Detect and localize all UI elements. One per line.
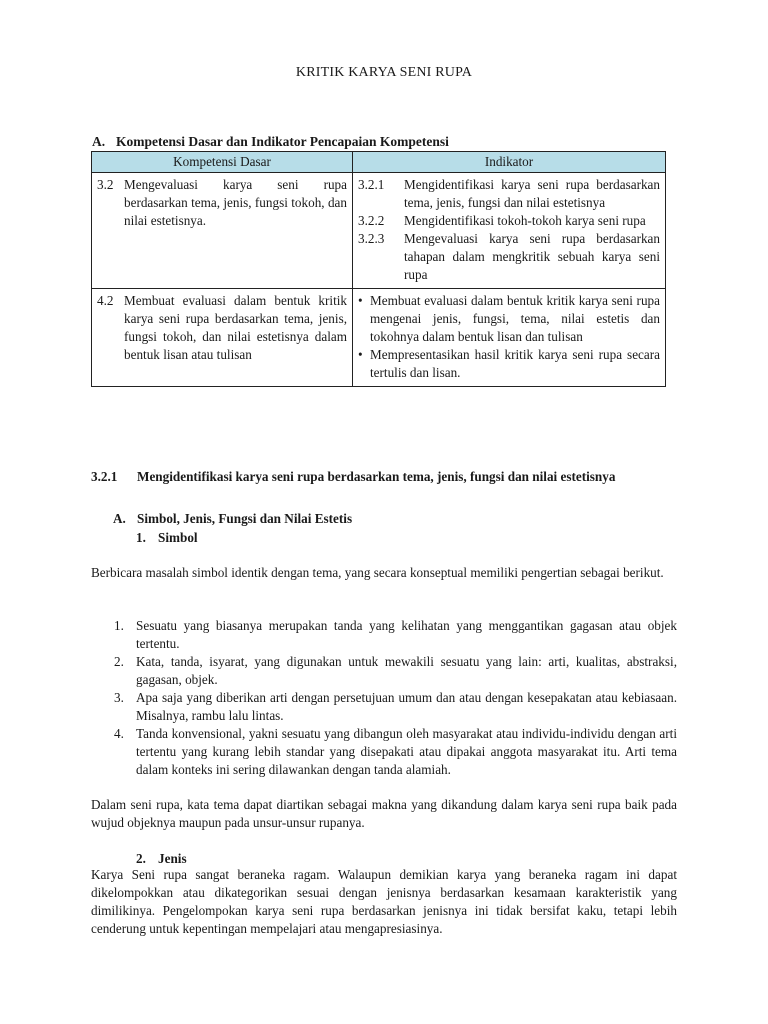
indicator-number: 3.2.2 [358,213,385,228]
kd-number: 4.2 [97,293,114,308]
section-heading-a [92,133,449,151]
intro-paragraph: Berbicara masalah simbol identik dengan tema, yang secara konseptual memiliki pengertian sebagai berikut. [91,565,664,580]
heading-text: Simbol [158,530,198,545]
list-text: Apa saja yang diberikan arti dengan persetujuan umum dan atau dengan kesepakatan atau kebiasaan. Misalnya, rambu lalu lintas. [136,690,677,723]
bullet-icon: • [358,293,363,308]
section-marker: A. [92,134,106,149]
kd-cell [92,289,353,387]
indicator-text: Mengidentifikasi karya seni rupa berdasarkan tema, jenis, fungsi dan nilai estetisnya [404,177,660,210]
list-item [91,689,677,725]
indicator-text: Mengidentifikasi tokoh-tokoh karya seni rupa [404,213,646,228]
indicator-bullet-item [358,292,660,346]
indicator-cell [353,289,666,387]
indicator-item [358,230,660,284]
subsection-heading-321 [91,468,667,486]
list-item [91,653,677,689]
indicator-number: 3.2.1 [358,177,385,192]
list-number: 3. [114,690,124,705]
header-indikator: Indikator [353,152,666,173]
list-number: 4. [114,726,124,741]
kd-text: Mengevaluasi karya seni rupa berdasarkan tema, jenis, fungsi tokoh, dan nilai estetisnya. [124,177,347,228]
heading-simbol-jenis [113,510,352,528]
section-title: Kompetensi Dasar dan Indikator Pencapaian Kompetensi [116,134,449,149]
heading-marker: 1. [136,530,146,545]
list-item [91,725,677,779]
heading-marker: 2. [136,851,146,866]
list-text: Kata, tanda, isyarat, yang digunakan untuk mewakili sesuatu yang lain: arti, kualitas, abstraksi, gagasan, objek. [136,654,677,687]
indicator-text: Mengevaluasi karya seni rupa berdasarkan tahapan dalam mengkritik sebuah karya seni rupa [404,231,660,282]
heading-text: Jenis [158,851,187,866]
table-row [92,289,666,387]
subsection-number: 3.2.1 [91,469,118,484]
list-item [91,617,677,653]
indicator-number: 3.2.3 [358,231,385,246]
header-kompetensi-dasar: Kompetensi Dasar [92,152,353,173]
indicator-item [358,176,660,212]
heading-marker: A. [113,511,126,526]
heading-simbol [136,529,198,547]
definition-list [91,617,677,779]
table-row [92,173,666,289]
indicator-text: Mempresentasikan hasil kritik karya seni rupa secara tertulis dan lisan. [370,347,660,380]
list-text: Tanda konvensional, yakni sesuatu yang dibangun oleh masyarakat atau individu-individu dengan arti tertentu yang kurang lebih standar yang disepakati atau dipakai anggota masyarakat itu. Arti tema dalam konteks ini sering dilawankan dengan tanda alamiah. [136,726,677,777]
indicator-item [358,212,660,230]
heading-text: Simbol, Jenis, Fungsi dan Nilai Estetis [137,511,353,526]
list-text: Sesuatu yang biasanya merupakan tanda yang kelihatan yang menggantikan gagasan atau objek tertentu. [136,618,677,651]
indicator-text: Membuat evaluasi dalam bentuk kritik karya seni rupa mengenai jenis, fungsi, tema, nilai estetis dan tokohnya dalam bentuk lisan dan tulisan [370,293,660,344]
indicator-cell [353,173,666,289]
kd-number: 3.2 [97,177,114,192]
list-number: 1. [114,618,124,633]
jenis-paragraph: Karya Seni rupa sangat beraneka ragam. Walaupun demikian karya yang beraneka ragam ini dapat dikelompokkan atau dikategorikan sesuai dengan jenisnya berdasarkan kesamaan karakteristik yang dimilikinya. Pengelompokan karya seni rupa berdasarkan jenisnya ini tidak bersifat kaku, tetapi lebih cenderung untuk kepentingan mempelajari atau mengapresiasinya. [91,867,677,936]
kd-cell [92,173,353,289]
bullet-icon: • [358,347,363,362]
competency-table [91,151,666,387]
subsection-title: Mengidentifikasi karya seni rupa berdasarkan tema, jenis, fungsi dan nilai estetisnya [137,469,616,484]
kd-text: Membuat evaluasi dalam bentuk kritik karya seni rupa berdasarkan tema, jenis, fungsi tokoh, dan nilai estetisnya dalam bentuk lisan atau tulisan [124,293,347,362]
tema-paragraph: Dalam seni rupa, kata tema dapat diartikan sebagai makna yang dikandung dalam karya seni rupa baik pada wujud objeknya maupun pada unsur-unsur rupanya. [91,797,677,830]
list-number: 2. [114,654,124,669]
indicator-bullet-item [358,346,660,382]
page-title: KRITIK KARYA SENI RUPA [295,65,473,80]
table-header-row [92,152,666,173]
